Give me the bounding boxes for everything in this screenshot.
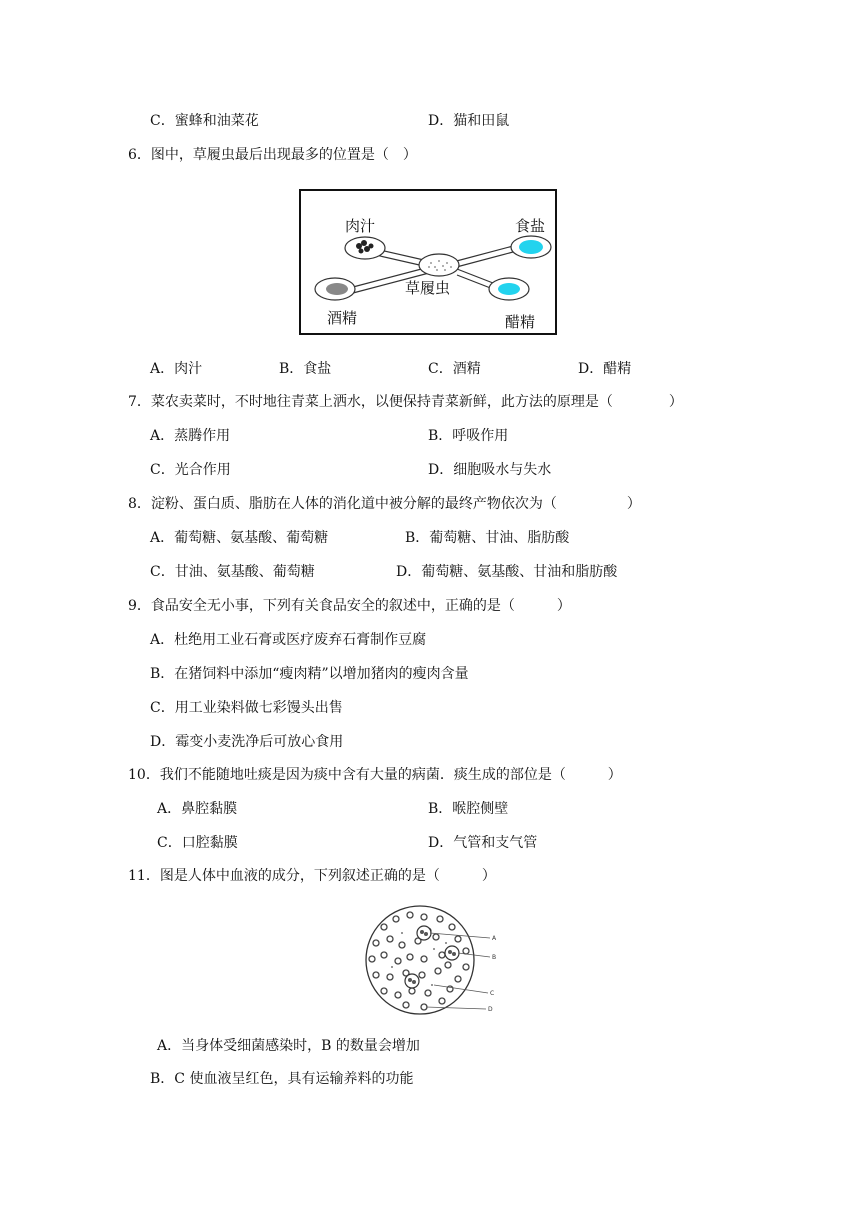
q7-option-a: A．蒸腾作用 [150,428,231,444]
q6-stem: 6．图中，草履虫最后出现最多的位置是（ ） [128,147,417,163]
q8-stem: 8．淀粉、蛋白质、脂肪在人体的消化道中被分解的最终产物依次为（ ） [128,496,641,512]
blood-label-a: A [492,935,497,942]
q6-option-a: A．肉汁 [150,361,203,377]
q10-option-d: D．气管和支气管 [428,835,538,851]
blood-composition-figure [362,905,504,1015]
label-paramecium: 草履虫 [405,279,451,297]
microscope-field [366,906,474,1014]
q6-option-c: C．酒精 [428,361,481,377]
paramecium-experiment-figure [299,189,557,335]
q9-option-a: A．杜绝用工业石膏或医疗废弃石膏制作豆腐 [150,632,427,648]
q9-option-d: D．霉变小麦洗净后可放心食用 [150,734,344,750]
q7-option-b: B．呼吸作用 [428,428,509,444]
q10-option-c: C．口腔黏膜 [157,835,238,851]
q11-stem: 11．图是人体中血液的成分，下列叙述正确的是（ ） [128,868,496,884]
q7-option-c: C．光合作用 [150,462,231,478]
center-drop [419,254,459,276]
q10-option-a: A．鼻腔黏膜 [157,801,238,817]
q10-stem: 10．我们不能随地吐痰是因为痰中含有大量的病菌．痰生成的部位是（ ） [128,767,622,783]
label-salt: 食盐 [515,217,546,235]
label-meat-juice: 肉汁 [345,217,376,235]
q10-option-b: B．喉腔侧壁 [428,801,509,817]
label-vinegar: 醋精 [505,313,536,331]
q6-option-d: D．醋精 [578,361,632,377]
q11-option-a: A．当身体受细菌感染时，B 的数量会增加 [157,1038,420,1054]
q9-option-b: B．在猪饲料中添加“瘦肉精”以增加猪肉的瘦肉含量 [150,666,469,682]
q8-option-d: D．葡萄糖、氨基酸、甘油和脂肪酸 [396,564,618,580]
q7-option-d: D．细胞吸水与失水 [428,462,552,478]
q8-option-b: B．葡萄糖、甘油、脂肪酸 [405,530,570,546]
q9-option-c: C．用工业染料做七彩馒头出售 [150,700,343,716]
label-alcohol: 酒精 [327,309,358,327]
q8-option-c: C．甘油、氨基酸、葡萄糖 [150,564,315,580]
blood-label-c: C [490,990,495,997]
q5-option-d: D．猫和田鼠 [428,113,510,129]
q5-option-c: C．蜜蜂和油菜花 [150,113,259,129]
blood-label-d: D [488,1006,493,1013]
q9-stem: 9．食品安全无小事，下列有关食品安全的叙述中，正确的是（ ） [128,598,571,614]
q8-option-a: A．葡萄糖、氨基酸、葡萄糖 [150,530,329,546]
blood-label-b: B [492,954,497,961]
q11-option-b: B．C 使血液呈红色，具有运输养料的功能 [150,1071,414,1087]
q7-stem: 7．菜农卖菜时，不时地往青菜上洒水，以便保持青菜新鲜，此方法的原理是（ ） [128,394,683,410]
q6-option-b: B．食盐 [279,361,332,377]
blood-smear-diagram [362,905,504,1015]
